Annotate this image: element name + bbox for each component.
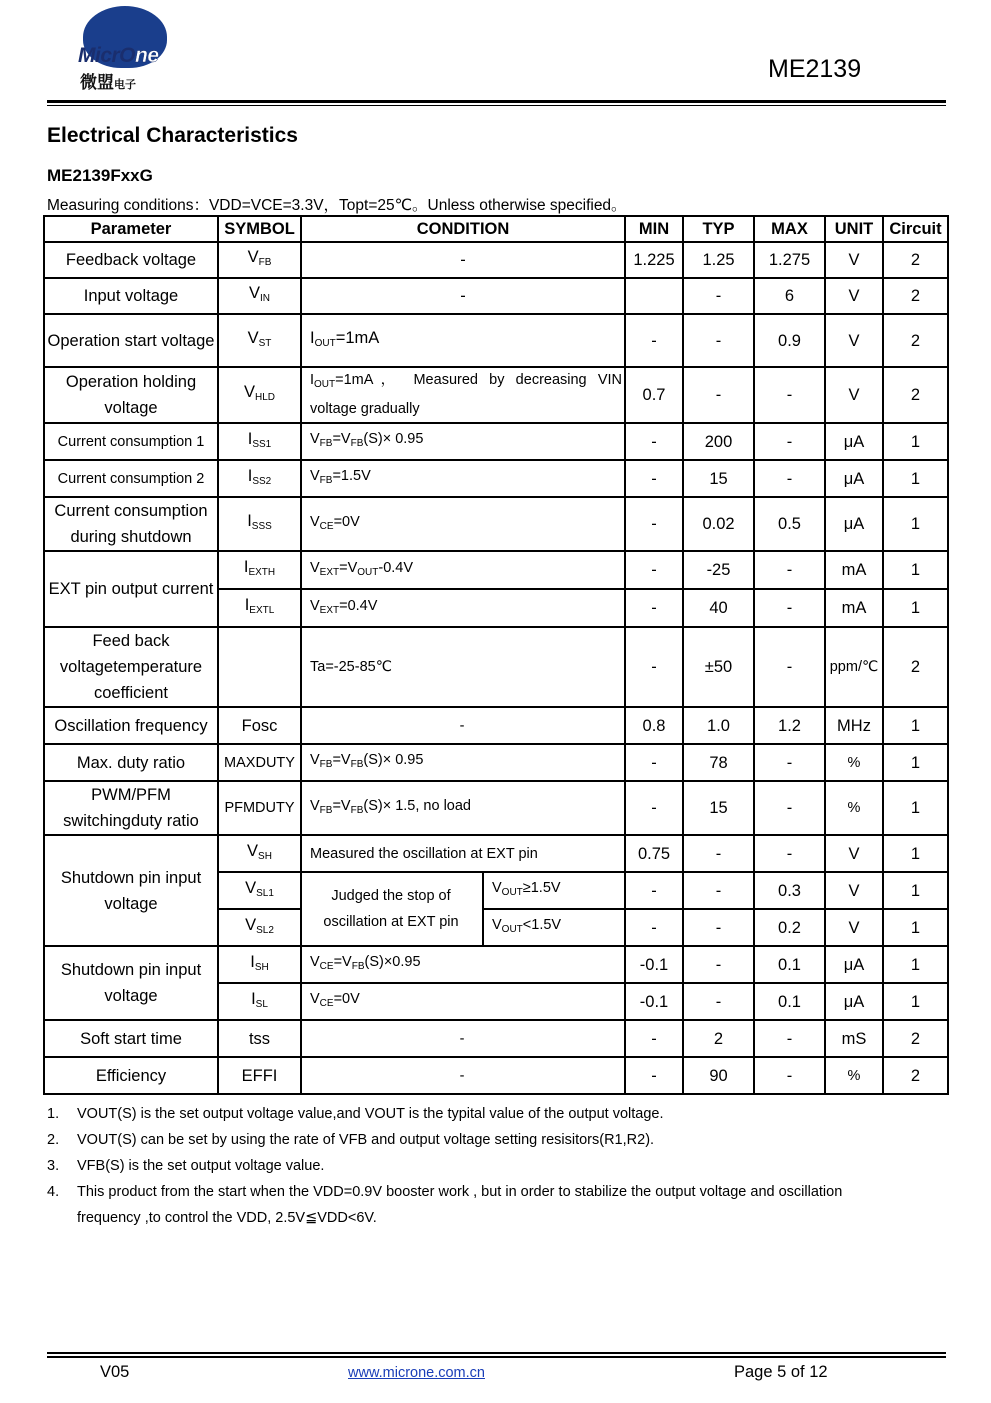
company-logo: [78, 6, 170, 93]
unit-cell: μA: [825, 460, 883, 497]
param-cell: Shutdown pin input voltage: [44, 835, 218, 946]
condition-cell: $V_{EXT}=V_{OUT}-0.4V$: [301, 551, 625, 589]
table-row: [44, 707, 948, 744]
min-cell: -: [625, 1057, 683, 1094]
symbol-cell: tss: [218, 1020, 301, 1057]
min-cell: -: [625, 744, 683, 781]
typ-cell: 40: [683, 589, 754, 627]
typ-cell: 200: [683, 423, 754, 460]
logo-chinese: 微盟电子: [80, 73, 136, 93]
page-number: Page 5 of 12: [734, 1363, 828, 1381]
electrical-characteristics-table: [43, 215, 949, 1095]
circuit-cell: 1: [883, 551, 948, 589]
condition-cell: $I_{OUT}=1mA$: [301, 314, 625, 367]
unit-cell: %: [825, 744, 883, 781]
condition-cell: $V_{CE}=0V$: [301, 497, 625, 551]
table-row: [44, 781, 948, 835]
min-cell: 0.8: [625, 707, 683, 744]
param-cell: Input voltage: [44, 278, 218, 314]
symbol-cell: $V_{HLD}$: [218, 367, 301, 423]
param-cell: Shutdown pin input voltage: [44, 946, 218, 1020]
circuit-cell: 1: [883, 497, 948, 551]
typ-cell: -: [683, 872, 754, 909]
param-cell: Current consumption 1: [44, 423, 218, 460]
typ-cell: 1.0: [683, 707, 754, 744]
footer-link[interactable]: www.microne.com.cn: [348, 1365, 485, 1381]
col-symbol: SYMBOL: [218, 216, 301, 242]
symbol-cell: $I_{SS1}$: [218, 423, 301, 460]
measuring-conditions: Measuring conditions：VDD=VCE=3.3V，Topt=25℃。Unless otherwise specified。: [47, 197, 627, 214]
condition-cell: -: [301, 278, 625, 314]
logo-wordmark: MicrOne: [78, 44, 159, 67]
circuit-cell: 1: [883, 707, 948, 744]
circuit-cell: 2: [883, 314, 948, 367]
typ-cell: -: [683, 983, 754, 1020]
symbol-cell: $I_{EXTH}$: [218, 551, 301, 589]
table-row: [44, 278, 948, 314]
condition-cell: $V_{CE}=0V$: [301, 983, 625, 1020]
unit-cell: V: [825, 314, 883, 367]
condition-cell: $V_{CE}=V_{FB}(S)\times 0.95$: [301, 946, 625, 983]
param-cell: Efficiency: [44, 1057, 218, 1094]
typ-cell: 15: [683, 781, 754, 835]
unit-cell: μA: [825, 497, 883, 551]
circuit-cell: 2: [883, 1020, 948, 1057]
table-row: [44, 1020, 948, 1057]
symbol-cell: $V_{FB}$: [218, 242, 301, 278]
footer-version: V05: [100, 1363, 130, 1381]
param-cell: EXT pin output current: [44, 551, 218, 627]
table-row: [44, 367, 948, 423]
min-cell: -: [625, 314, 683, 367]
typ-cell: 2: [683, 1020, 754, 1057]
condition-cell: $V_{FB}=V_{FB}(S)\times 0.95$: [301, 423, 625, 460]
unit-cell: mS: [825, 1020, 883, 1057]
typ-cell: 1.25: [683, 242, 754, 278]
min-cell: -: [625, 1020, 683, 1057]
circuit-cell: 2: [883, 627, 948, 707]
circuit-cell: 1: [883, 781, 948, 835]
min-cell: 0.75: [625, 835, 683, 872]
header-rule: [47, 100, 946, 103]
symbol-cell: EFFI: [218, 1057, 301, 1094]
max-cell: -: [754, 835, 825, 872]
symbol-cell: $V_{SH}$: [218, 835, 301, 872]
circuit-cell: 1: [883, 946, 948, 983]
typ-cell: -: [683, 835, 754, 872]
table-row: [44, 946, 948, 983]
col-circuit: Circuit: [883, 216, 948, 242]
unit-cell: μA: [825, 983, 883, 1020]
min-cell: 1.225: [625, 242, 683, 278]
max-cell: -: [754, 781, 825, 835]
typ-cell: 78: [683, 744, 754, 781]
unit-cell: V: [825, 872, 883, 909]
min-cell: 0.7: [625, 367, 683, 423]
symbol-cell: [218, 627, 301, 707]
min-cell: -: [625, 781, 683, 835]
table-row: [44, 744, 948, 781]
circuit-cell: 2: [883, 242, 948, 278]
unit-cell: V: [825, 835, 883, 872]
condition-cell: -: [301, 707, 625, 744]
typ-cell: 0.02: [683, 497, 754, 551]
unit-cell: mA: [825, 589, 883, 627]
max-cell: -: [754, 627, 825, 707]
param-cell: PWM/PFM switchingduty ratio: [44, 781, 218, 835]
unit-cell: MHz: [825, 707, 883, 744]
min-cell: -0.1: [625, 946, 683, 983]
table-row: [44, 551, 948, 589]
unit-cell: %: [825, 781, 883, 835]
min-cell: -: [625, 551, 683, 589]
unit-cell: mA: [825, 551, 883, 589]
footer-rule-2: [47, 1356, 946, 1358]
max-cell: 0.5: [754, 497, 825, 551]
max-cell: 1.2: [754, 707, 825, 744]
condition-cell: -: [301, 1020, 625, 1057]
unit-cell: V: [825, 909, 883, 946]
symbol-cell: $I_{SH}$: [218, 946, 301, 983]
table-row: [44, 1057, 948, 1094]
param-cell: Operation start voltage: [44, 314, 218, 367]
circuit-cell: 1: [883, 983, 948, 1020]
unit-cell: V: [825, 278, 883, 314]
param-cell: Current consumption during shutdown: [44, 497, 218, 551]
param-cell: Feedback voltage: [44, 242, 218, 278]
condition-cell: $V_{FB}=V_{FB}(S)\times 1.5$, no load: [301, 781, 625, 835]
col-unit: UNIT: [825, 216, 883, 242]
table-row: [44, 242, 948, 278]
circuit-cell: 1: [883, 744, 948, 781]
param-cell: Oscillation frequency: [44, 707, 218, 744]
circuit-cell: 2: [883, 367, 948, 423]
table-row: [44, 460, 948, 497]
max-cell: 0.9: [754, 314, 825, 367]
table-row: [44, 497, 948, 551]
typ-cell: ±50: [683, 627, 754, 707]
table-row: [44, 835, 948, 872]
min-cell: -: [625, 872, 683, 909]
section-title: Electrical Characteristics: [47, 124, 298, 147]
condition-cell: -: [301, 1057, 625, 1094]
typ-cell: -: [683, 946, 754, 983]
symbol-cell: $I_{SL}$: [218, 983, 301, 1020]
symbol-cell: Fosc: [218, 707, 301, 744]
condition-subcell: $V_{OUT}<1.5V$: [483, 909, 625, 946]
circuit-cell: 1: [883, 589, 948, 627]
symbol-cell: PFMDUTY: [218, 781, 301, 835]
header-row: [44, 216, 948, 242]
symbol-cell: $V_{IN}$: [218, 278, 301, 314]
circuit-cell: 1: [883, 909, 948, 946]
param-cell: Feed back voltagetemperature coefficient: [44, 627, 218, 707]
min-cell: [625, 278, 683, 314]
max-cell: -: [754, 1020, 825, 1057]
max-cell: -: [754, 589, 825, 627]
condition-cell: Judged the stop of oscillation at EXT pin: [301, 872, 483, 946]
max-cell: -: [754, 367, 825, 423]
max-cell: -: [754, 551, 825, 589]
max-cell: 6: [754, 278, 825, 314]
unit-cell: %: [825, 1057, 883, 1094]
col-typ: TYP: [683, 216, 754, 242]
symbol-cell: $V_{ST}$: [218, 314, 301, 367]
typ-cell: 90: [683, 1057, 754, 1094]
param-cell: Current consumption 2: [44, 460, 218, 497]
symbol-cell: $I_{EXTL}$: [218, 589, 301, 627]
typ-cell: -: [683, 367, 754, 423]
circuit-cell: 1: [883, 460, 948, 497]
condition-cell: $V_{FB}=V_{FB}(S)\times 0.95$: [301, 744, 625, 781]
max-cell: 0.3: [754, 872, 825, 909]
circuit-cell: 1: [883, 872, 948, 909]
max-cell: -: [754, 1057, 825, 1094]
col-parameter: Parameter: [44, 216, 218, 242]
table-row: [44, 314, 948, 367]
min-cell: -: [625, 627, 683, 707]
note-continuation: frequency ,to control the VDD, 2.5V≦VDD<6V.: [77, 1210, 377, 1226]
unit-cell: μA: [825, 946, 883, 983]
table-row: [44, 423, 948, 460]
circuit-cell: 2: [883, 1057, 948, 1094]
typ-cell: -: [683, 278, 754, 314]
typ-cell: -: [683, 909, 754, 946]
condition-cell: $V_{EXT}=0.4V$: [301, 589, 625, 627]
part-title: ME2139FxxG: [47, 166, 153, 185]
table-row: [44, 627, 948, 707]
symbol-cell: MAXDUTY: [218, 744, 301, 781]
typ-cell: -: [683, 314, 754, 367]
note-item: 3. VFB(S) is the set output voltage value.: [47, 1158, 325, 1174]
min-cell: -: [625, 589, 683, 627]
max-cell: -: [754, 460, 825, 497]
symbol-cell: $V_{SL1}$: [218, 872, 301, 909]
param-cell: Soft start time: [44, 1020, 218, 1057]
note-item: 4. This product from the start when the VDD=0.9V booster work , but in order to stabilize the output voltage and oscillation: [47, 1184, 843, 1200]
symbol-cell: $I_{SS2}$: [218, 460, 301, 497]
min-cell: -: [625, 909, 683, 946]
condition-subcell: $V_{OUT}\ge 1.5V$: [483, 872, 625, 909]
col-max: MAX: [754, 216, 825, 242]
max-cell: 0.1: [754, 983, 825, 1020]
circuit-cell: 2: [883, 278, 948, 314]
min-cell: -: [625, 497, 683, 551]
circuit-cell: 1: [883, 423, 948, 460]
typ-cell: -25: [683, 551, 754, 589]
unit-cell: μA: [825, 423, 883, 460]
param-cell: Operation holding voltage: [44, 367, 218, 423]
col-condition: CONDITION: [301, 216, 625, 242]
max-cell: -: [754, 744, 825, 781]
max-cell: 0.1: [754, 946, 825, 983]
param-cell: Max. duty ratio: [44, 744, 218, 781]
max-cell: -: [754, 423, 825, 460]
model-number: ME2139: [768, 55, 862, 83]
footer-rule: [47, 1352, 946, 1354]
note-item: 1. VOUT(S) is the set output voltage value,and VOUT is the typital value of the output voltage.: [47, 1106, 664, 1122]
condition-cell: $V_{FB}=1.5V$: [301, 460, 625, 497]
col-min: MIN: [625, 216, 683, 242]
header-rule-thin: [47, 105, 946, 106]
min-cell: -: [625, 460, 683, 497]
condition-cell: $I_{OUT}=1mA$， Measured by decreasing VIN voltage gradually: [301, 367, 625, 423]
max-cell: 1.275: [754, 242, 825, 278]
notes-list: [47, 1101, 842, 1231]
note-item: 2. VOUT(S) can be set by using the rate of VFB and output voltage setting resisitors(R1,R2).: [47, 1132, 655, 1148]
condition-cell: Measured the oscillation at EXT pin: [301, 835, 625, 872]
condition-cell: -: [301, 242, 625, 278]
max-cell: 0.2: [754, 909, 825, 946]
min-cell: -: [625, 423, 683, 460]
condition-cell: Ta=-25-85℃: [301, 627, 625, 707]
symbol-cell: $V_{SL2}$: [218, 909, 301, 946]
symbol-cell: $I_{SSS}$: [218, 497, 301, 551]
min-cell: -0.1: [625, 983, 683, 1020]
unit-cell: V: [825, 367, 883, 423]
typ-cell: 15: [683, 460, 754, 497]
circuit-cell: 1: [883, 835, 948, 872]
unit-cell: V: [825, 242, 883, 278]
unit-cell: ppm/℃: [825, 627, 883, 707]
